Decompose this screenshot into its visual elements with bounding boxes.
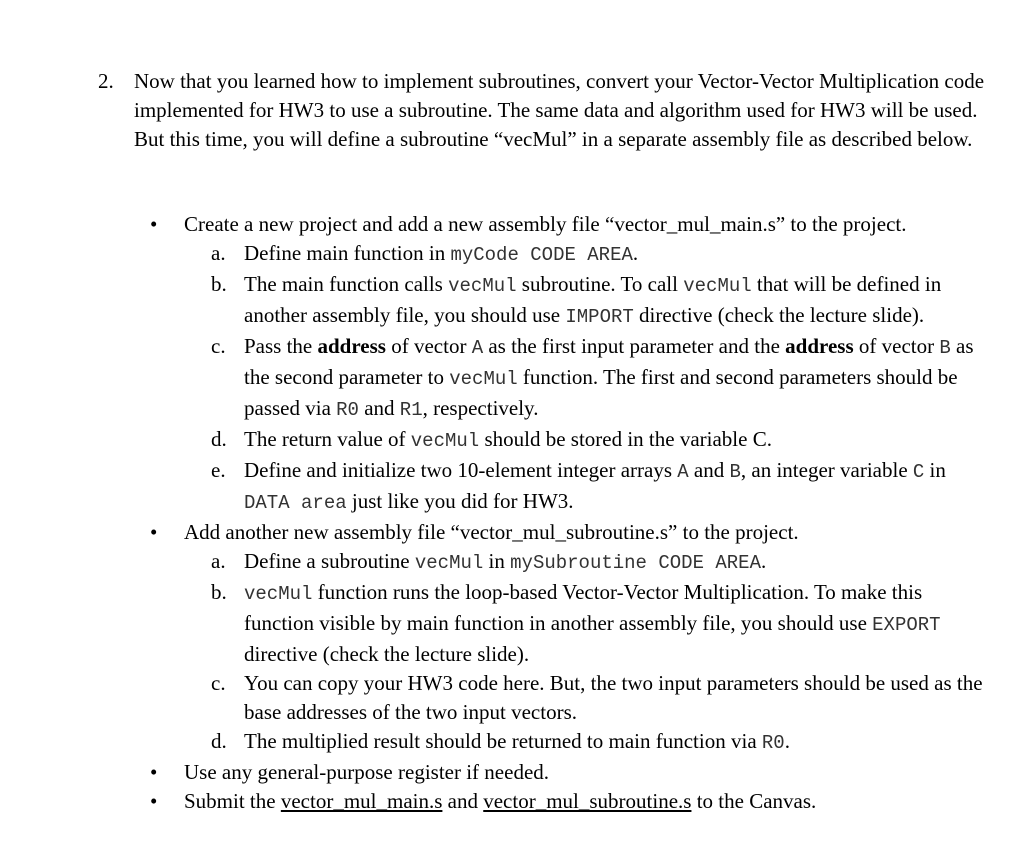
bullet-dot: • — [150, 789, 158, 813]
code-text: mySubroutine CODE AREA — [510, 552, 761, 574]
code-text: R0 — [761, 732, 785, 754]
code-text: R0 — [336, 399, 359, 421]
text: to the Canvas. — [691, 789, 817, 813]
subitem-letter: a. — [211, 549, 226, 573]
text: just like you did for HW3. — [346, 489, 574, 513]
bullet-text: Add another new assembly file “vector_mul_subroutine.s” to the project. — [184, 520, 799, 544]
bullet-submit — [0, 787, 994, 816]
subitem-letter: a. — [211, 241, 226, 265]
subitem-return-result — [0, 727, 988, 758]
text: , an integer variable — [740, 458, 913, 482]
text: You can copy your HW3 code here. But, the two input parameters should be used as the base addresses of the two input vectors. — [244, 671, 983, 724]
subitem-letter: c. — [211, 334, 226, 358]
text: in — [483, 549, 511, 573]
text: subroutine. To call — [516, 272, 684, 296]
code-text: EXPORT — [872, 614, 941, 636]
text: directive (check the lecture slide). — [633, 303, 925, 327]
text: directive (check the lecture slide). — [244, 642, 530, 666]
text: Define a subroutine — [244, 549, 415, 573]
subitem-letter: d. — [211, 427, 227, 451]
code-text: IMPORT — [565, 306, 634, 328]
text: of vector — [385, 334, 472, 358]
subitem-letter: e. — [211, 458, 226, 482]
text: in — [924, 458, 946, 482]
bold-text: address — [785, 334, 854, 358]
code-text: B — [729, 461, 741, 483]
code-text: vecMul — [410, 430, 480, 452]
subitem-return-value — [0, 425, 988, 456]
code-text: vecMul — [244, 583, 313, 605]
text: Submit the — [184, 789, 281, 813]
bullet-text: Create a new project and add a new assembly file “vector_mul_main.s” to the project. — [184, 212, 907, 236]
bullet-text: Use any general-purpose register if needed. — [184, 760, 550, 784]
text: . — [632, 241, 639, 265]
code-text: DATA area — [244, 492, 347, 514]
bullet-add-subroutine-file — [0, 518, 994, 547]
subitem-letter: c. — [211, 671, 226, 695]
code-text: vecMul — [449, 368, 518, 390]
text: and — [688, 458, 730, 482]
code-text: A — [471, 337, 484, 359]
bullet-dot: • — [150, 212, 158, 236]
code-text: vecMul — [414, 552, 484, 574]
text: should be stored in the variable C. — [479, 427, 772, 451]
text: Pass the — [244, 334, 318, 358]
code-text: myCode CODE AREA — [450, 244, 633, 266]
text: The multiplied result should be returned to main function via — [244, 729, 762, 753]
code-text: A — [677, 461, 689, 483]
instruction-list — [0, 210, 1024, 816]
subitem-copy-code — [0, 669, 988, 727]
question-number: 2. — [98, 69, 114, 93]
subitem-pass-addresses — [0, 332, 988, 425]
code-text: vecMul — [683, 275, 752, 297]
bullet-registers — [0, 758, 994, 787]
question-intro: Now that you learned how to implement subroutines, convert your Vector-Vector Multiplication code implemented for HW3 to use a subroutine. The same data and algorithm used for HW3 will be used. But this time, you will define a subroutine “vecMul” in a separate assembly file as described below. — [134, 69, 985, 151]
text: as the second parameter to — [244, 334, 974, 389]
text: that will be defined in another assembly file, you should use — [244, 272, 942, 327]
subitem-export-function — [0, 578, 988, 669]
text: Define main function in — [244, 241, 451, 265]
subitem-letter: b. — [211, 580, 227, 604]
text: , respectively. — [422, 396, 539, 420]
code-text: C — [912, 461, 925, 483]
text: Define and initialize two 10-element integer arrays — [244, 458, 678, 482]
underlined-filename: vector_mul_main.s — [280, 789, 443, 813]
subitem-letter: d. — [211, 729, 227, 753]
subitem-letter: b. — [211, 272, 227, 296]
bullet-dot: • — [150, 520, 158, 544]
text: function. The first and second parameters should be passed via — [244, 365, 958, 420]
text: . — [784, 729, 790, 753]
code-text: B — [939, 337, 951, 359]
subitem-call-vecmul — [0, 270, 988, 332]
code-text: vecMul — [448, 275, 517, 297]
bullet-create-main-file — [0, 210, 994, 239]
text: and — [358, 396, 400, 420]
text: The return value of — [244, 427, 411, 451]
underlined-filename: vector_mul_subroutine.s — [483, 789, 692, 813]
bold-text: address — [317, 334, 386, 358]
text: function runs the loop-based Vector-Vector Multiplication. To make this function visible by main function in another assembly file, you should use — [244, 580, 923, 635]
subitem-define-main — [0, 239, 988, 270]
subitem-define-arrays — [0, 456, 988, 518]
text: of vector — [853, 334, 940, 358]
bullet-dot: • — [150, 760, 158, 784]
text: . — [760, 549, 767, 573]
text: and — [442, 789, 484, 813]
subitem-define-subroutine — [0, 547, 988, 578]
text: The main function calls — [244, 272, 449, 296]
text: as the first input parameter and the — [483, 334, 786, 358]
code-text: R1 — [399, 399, 423, 421]
